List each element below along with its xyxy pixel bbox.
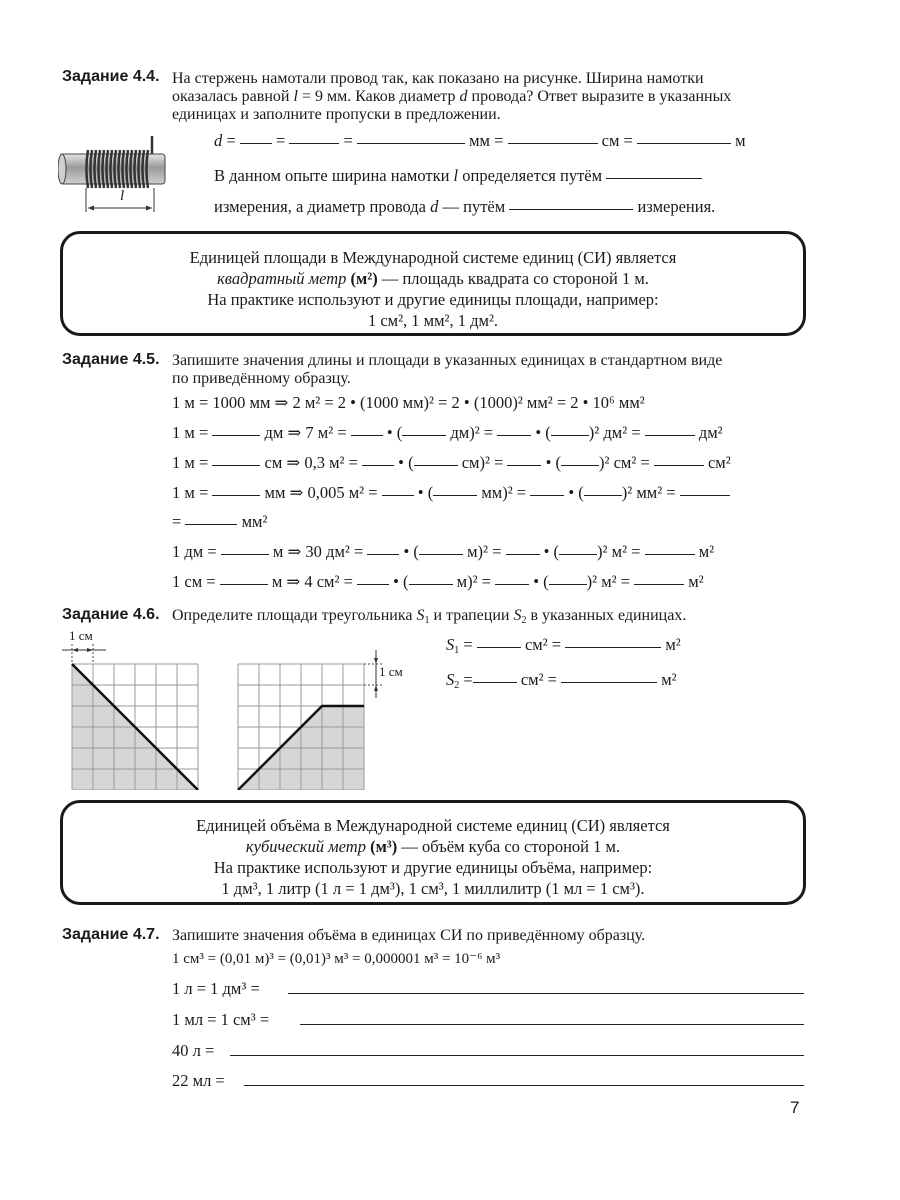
s2-equation: $S_2 = см^2 = м^2$ xyxy=(446,670,677,691)
box1-line4: 1 см², 1 мм², 1 дм². xyxy=(367,311,499,330)
task-4-7-example: 1 см³ = (0,01 м)³ = (0,01)³ м³ = 0,000001 м³ = 10⁻⁶ м³ xyxy=(172,951,501,967)
answer-line[interactable] xyxy=(230,1055,804,1056)
box2-line4: 1 дм³, 1 литр (1 л = 1 дм³), 1 см³, 1 миллилитр (1 мл = 1 см³). xyxy=(221,879,645,898)
task-4-4-sentence2: измерения, а диаметр провода d — путём измерения. xyxy=(214,197,716,216)
task-4-4-line3: единицах и заполните пропуски в предложении. xyxy=(172,106,501,123)
task-4-5-row: 1 м = дм ⇒ 7 м² = • ( дм)² = • ( )² дм² = дм² xyxy=(172,423,723,442)
task-4-5-row: 1 м = см ⇒ 0,3 м² = • ( см)² = • ( )² см² = см² xyxy=(172,453,731,472)
wire-coil-figure xyxy=(58,132,168,214)
task-4-5-example: 1 м = 1000 мм ⇒ 2 м² = 2 • (1000 мм)² = 2 • (1000)² мм² = 2 • 10⁶ мм² xyxy=(172,393,645,412)
answer-line[interactable] xyxy=(300,1024,804,1025)
trapezoid-grid-figure xyxy=(232,640,392,790)
task-4-5-continuation: = мм² xyxy=(172,512,268,531)
task-4-7-row: 1 мл = 1 см³ = xyxy=(172,1010,270,1029)
figure-label-l: l xyxy=(120,188,125,204)
task-4-4-text xyxy=(172,70,812,124)
task-4-4-line2: оказалась равной l = 9 мм. Каков диаметр d провода? Ответ выразите в указанных xyxy=(172,88,732,105)
answer-line[interactable] xyxy=(288,993,804,994)
task-4-5-row: 1 см = м ⇒ 4 см² = • ( м)² = • ( )² м² = м² xyxy=(172,572,704,591)
info-box-volume xyxy=(60,800,806,905)
box1-line2: квадратный метр (м²) — площадь квадрата со стороной 1 м. xyxy=(217,269,649,288)
task-4-6-text: Определите площади треугольника $S_1$ и трапеции $S_2$ в указанных единицах. xyxy=(172,607,687,626)
box1-line3: На практике используют и другие единицы площади, например: xyxy=(207,290,659,309)
triangle-grid-figure xyxy=(62,640,212,790)
task-4-4-line1: На стержень намотали провод так, как показано на рисунке. Ширина намотки xyxy=(172,70,704,87)
d-equation: d = = = мм = см = м xyxy=(214,131,746,150)
task-4-5-row: 1 дм = м ⇒ 30 дм² = • ( м)² = • ( )² м² = м² xyxy=(172,542,715,561)
answer-line[interactable] xyxy=(244,1085,804,1086)
task-4-4-label: Задание 4.4. xyxy=(62,68,160,85)
task-4-7-label: Задание 4.7. xyxy=(62,926,160,943)
task-4-6-label: Задание 4.6. xyxy=(62,606,160,623)
task-4-7-row: 40 л = xyxy=(172,1041,215,1060)
task-4-5-label: Задание 4.5. xyxy=(62,351,160,368)
task-4-7-row: 1 л = 1 дм³ = xyxy=(172,979,260,998)
box2-line3: На практике используют и другие единицы объёма, например: xyxy=(213,858,653,877)
box2-line2: кубический метр (м³) — объём куба со стороной 1 м. xyxy=(245,837,621,856)
box1-line1: Единицей площади в Международной системе единиц (СИ) является xyxy=(189,248,677,267)
page-number: 7 xyxy=(790,1098,800,1117)
box2-line1: Единицей объёма в Международной системе единиц (СИ) является xyxy=(196,816,670,835)
task-4-5-row: 1 м = мм ⇒ 0,005 м² = • ( мм)² = • ( )² мм² = xyxy=(172,483,730,503)
info-box-area xyxy=(60,231,806,336)
task-4-7-row: 22 мл = xyxy=(172,1071,225,1090)
s1-equation: $S_1 = см^2 = м^2$ xyxy=(446,635,681,656)
task-4-4-sentence1: В данном опыте ширина намотки l определяется путём xyxy=(214,166,702,186)
scale-label-horizontal: 1 см xyxy=(69,628,93,643)
task-4-5-text: Запишите значения длины и площади в указанных единицах в стандартном виде по приведённому образцу. xyxy=(172,352,723,387)
task-4-7-text: Запишите значения объёма в единицах СИ по приведённому образцу. xyxy=(172,927,646,944)
scale-label-vertical: 1 см xyxy=(379,664,403,679)
